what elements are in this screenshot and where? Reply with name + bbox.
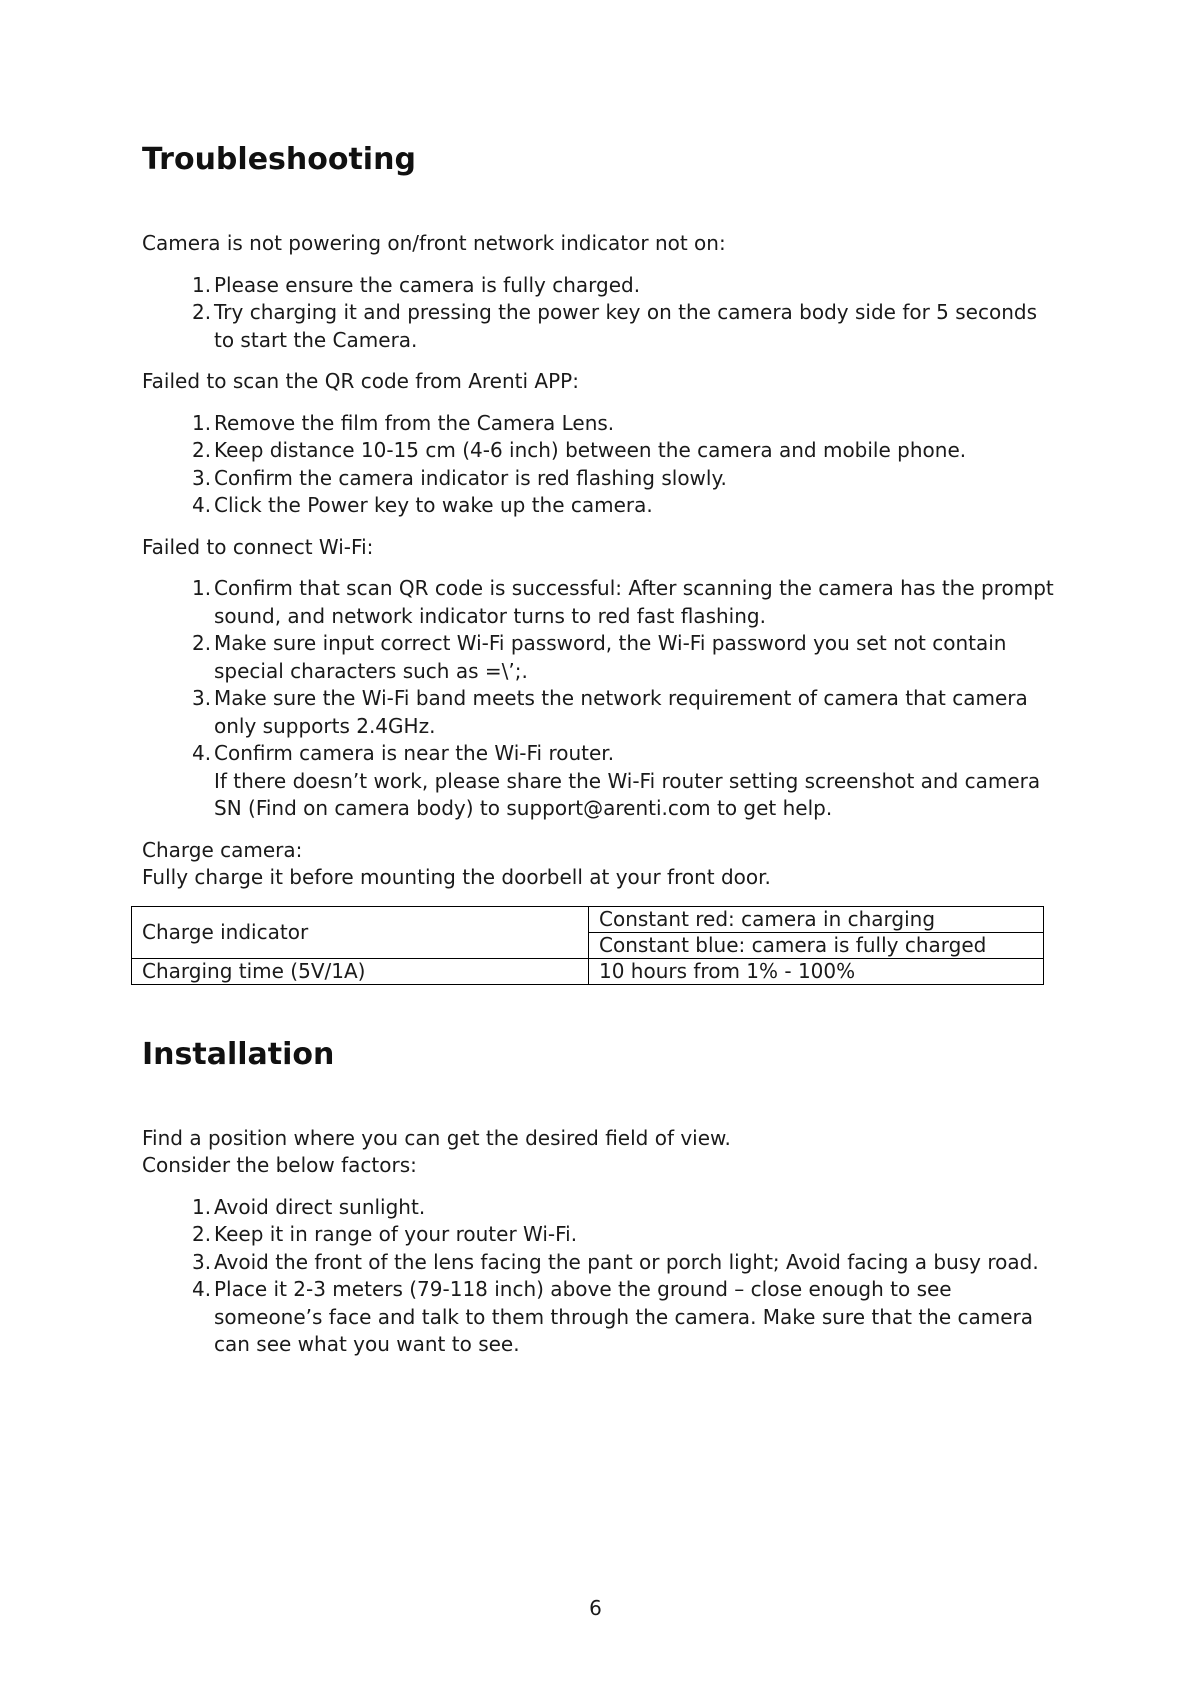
list-text: Click the Power key to wake up the camera.: [214, 493, 653, 517]
charge-subheading: Fully charge it before mounting the doorbell at your front door.: [142, 865, 771, 889]
list-text-continued: someone’s face and talk to them through the camera. Make sure that the camera: [214, 1304, 1034, 1329]
list-item: [142, 272, 1062, 300]
section-heading-wifi: Failed to connect Wi-Fi:: [142, 534, 374, 559]
installation-title: Installation: [142, 1036, 335, 1072]
list-number: 1.: [192, 272, 212, 297]
list-item: [142, 410, 1062, 438]
table-row: [132, 906, 1044, 932]
list-text-continued: special characters such as =\’;.: [214, 658, 528, 683]
list-number: 1.: [192, 1194, 212, 1219]
list-item: [142, 1194, 1062, 1222]
list-item: [142, 437, 1062, 465]
list-text: Confirm the camera indicator is red flashing slowly.: [214, 465, 727, 490]
list-item: [142, 299, 1062, 354]
section-heading-power: Camera is not powering on/front network indicator not on:: [142, 231, 726, 255]
list-item: [142, 492, 1062, 520]
list-text: Try charging it and pressing the power key on the camera body side for 5 seconds: [214, 300, 1038, 324]
list-number: 1.: [192, 576, 212, 600]
charge-table-wrapper: [131, 906, 1062, 985]
charge-indicator-blue: Constant blue: camera is fully charged: [589, 932, 1044, 958]
wifi-steps-list: [142, 575, 1062, 823]
charge-heading: Charge camera:: [142, 837, 303, 862]
installation-intro-2: Consider the below factors:: [142, 1153, 417, 1177]
installation-factors-list: [142, 1194, 1062, 1359]
charging-time-value: 10 hours from 1% - 100%: [589, 958, 1044, 984]
list-text-continued: SN (Find on camera body) to support@arenti.com to get help.: [214, 796, 833, 820]
charge-indicator-red: Constant red: camera in charging: [589, 906, 1044, 932]
list-number: 2.: [192, 631, 212, 655]
list-number: 1.: [192, 410, 212, 435]
table-row: [132, 958, 1044, 984]
list-text: Avoid direct sunlight.: [214, 1194, 426, 1219]
list-text: Keep it in range of your router Wi-Fi.: [214, 1222, 578, 1246]
list-text: Keep distance 10-15 cm (4-6 inch) between the camera and mobile phone.: [214, 438, 967, 462]
list-number: 4.: [192, 493, 212, 517]
list-text: Please ensure the camera is fully charged.: [214, 272, 641, 297]
qr-steps-list: [142, 410, 1062, 520]
list-text: Confirm that scan QR code is successful: After scanning the camera has the prompt: [214, 576, 1054, 600]
list-text-continued: can see what you want to see.: [214, 1332, 520, 1356]
charging-time-label: Charging time (5V/1A): [132, 958, 589, 984]
list-number: 2.: [192, 300, 212, 324]
list-text: Avoid the front of the lens facing the pant or porch light; Avoid facing a busy road.: [214, 1249, 1039, 1274]
list-item: [142, 575, 1062, 630]
list-text: Confirm camera is near the Wi-Fi router.: [214, 741, 615, 765]
list-text-continued: sound, and network indicator turns to red fast flashing.: [214, 603, 766, 628]
charge-table: [131, 906, 1044, 985]
list-text: Remove the film from the Camera Lens.: [214, 410, 615, 435]
list-number: 2.: [192, 1222, 212, 1246]
power-steps-list: [142, 272, 1062, 355]
list-item: [142, 1249, 1062, 1277]
list-item: [142, 465, 1062, 493]
list-item: [142, 630, 1062, 685]
list-text: Make sure input correct Wi-Fi password, the Wi-Fi password you set not contain: [214, 631, 1007, 655]
installation-intro-1: Find a position where you can get the desired field of view.: [142, 1125, 731, 1150]
list-item: [142, 685, 1062, 740]
list-number: 3.: [192, 465, 212, 490]
list-text-continued: If there doesn’t work, please share the Wi-Fi router setting screenshot and camera: [214, 768, 1041, 793]
charge-indicator-label: Charge indicator: [132, 906, 589, 958]
list-text-continued: only supports 2.4GHz.: [214, 713, 436, 738]
list-number: 4.: [192, 1277, 212, 1301]
list-number: 4.: [192, 741, 212, 765]
list-number: 2.: [192, 438, 212, 462]
list-number: 3.: [192, 1249, 212, 1274]
list-text: Make sure the Wi-Fi band meets the network requirement of camera that camera: [214, 686, 1028, 710]
troubleshooting-title: Troubleshooting: [142, 142, 416, 177]
list-text: Place it 2-3 meters (79-118 inch) above the ground – close enough to see: [214, 1277, 952, 1301]
page-number: 6: [589, 1596, 602, 1620]
list-number: 3.: [192, 686, 212, 710]
section-heading-qr: Failed to scan the QR code from Arenti APP:: [142, 369, 579, 393]
list-item: [142, 1276, 1062, 1359]
list-text-continued: to start the Camera.: [214, 327, 418, 352]
page-content: [142, 142, 1062, 1373]
list-item: [142, 1221, 1062, 1249]
list-item: [142, 740, 1062, 823]
